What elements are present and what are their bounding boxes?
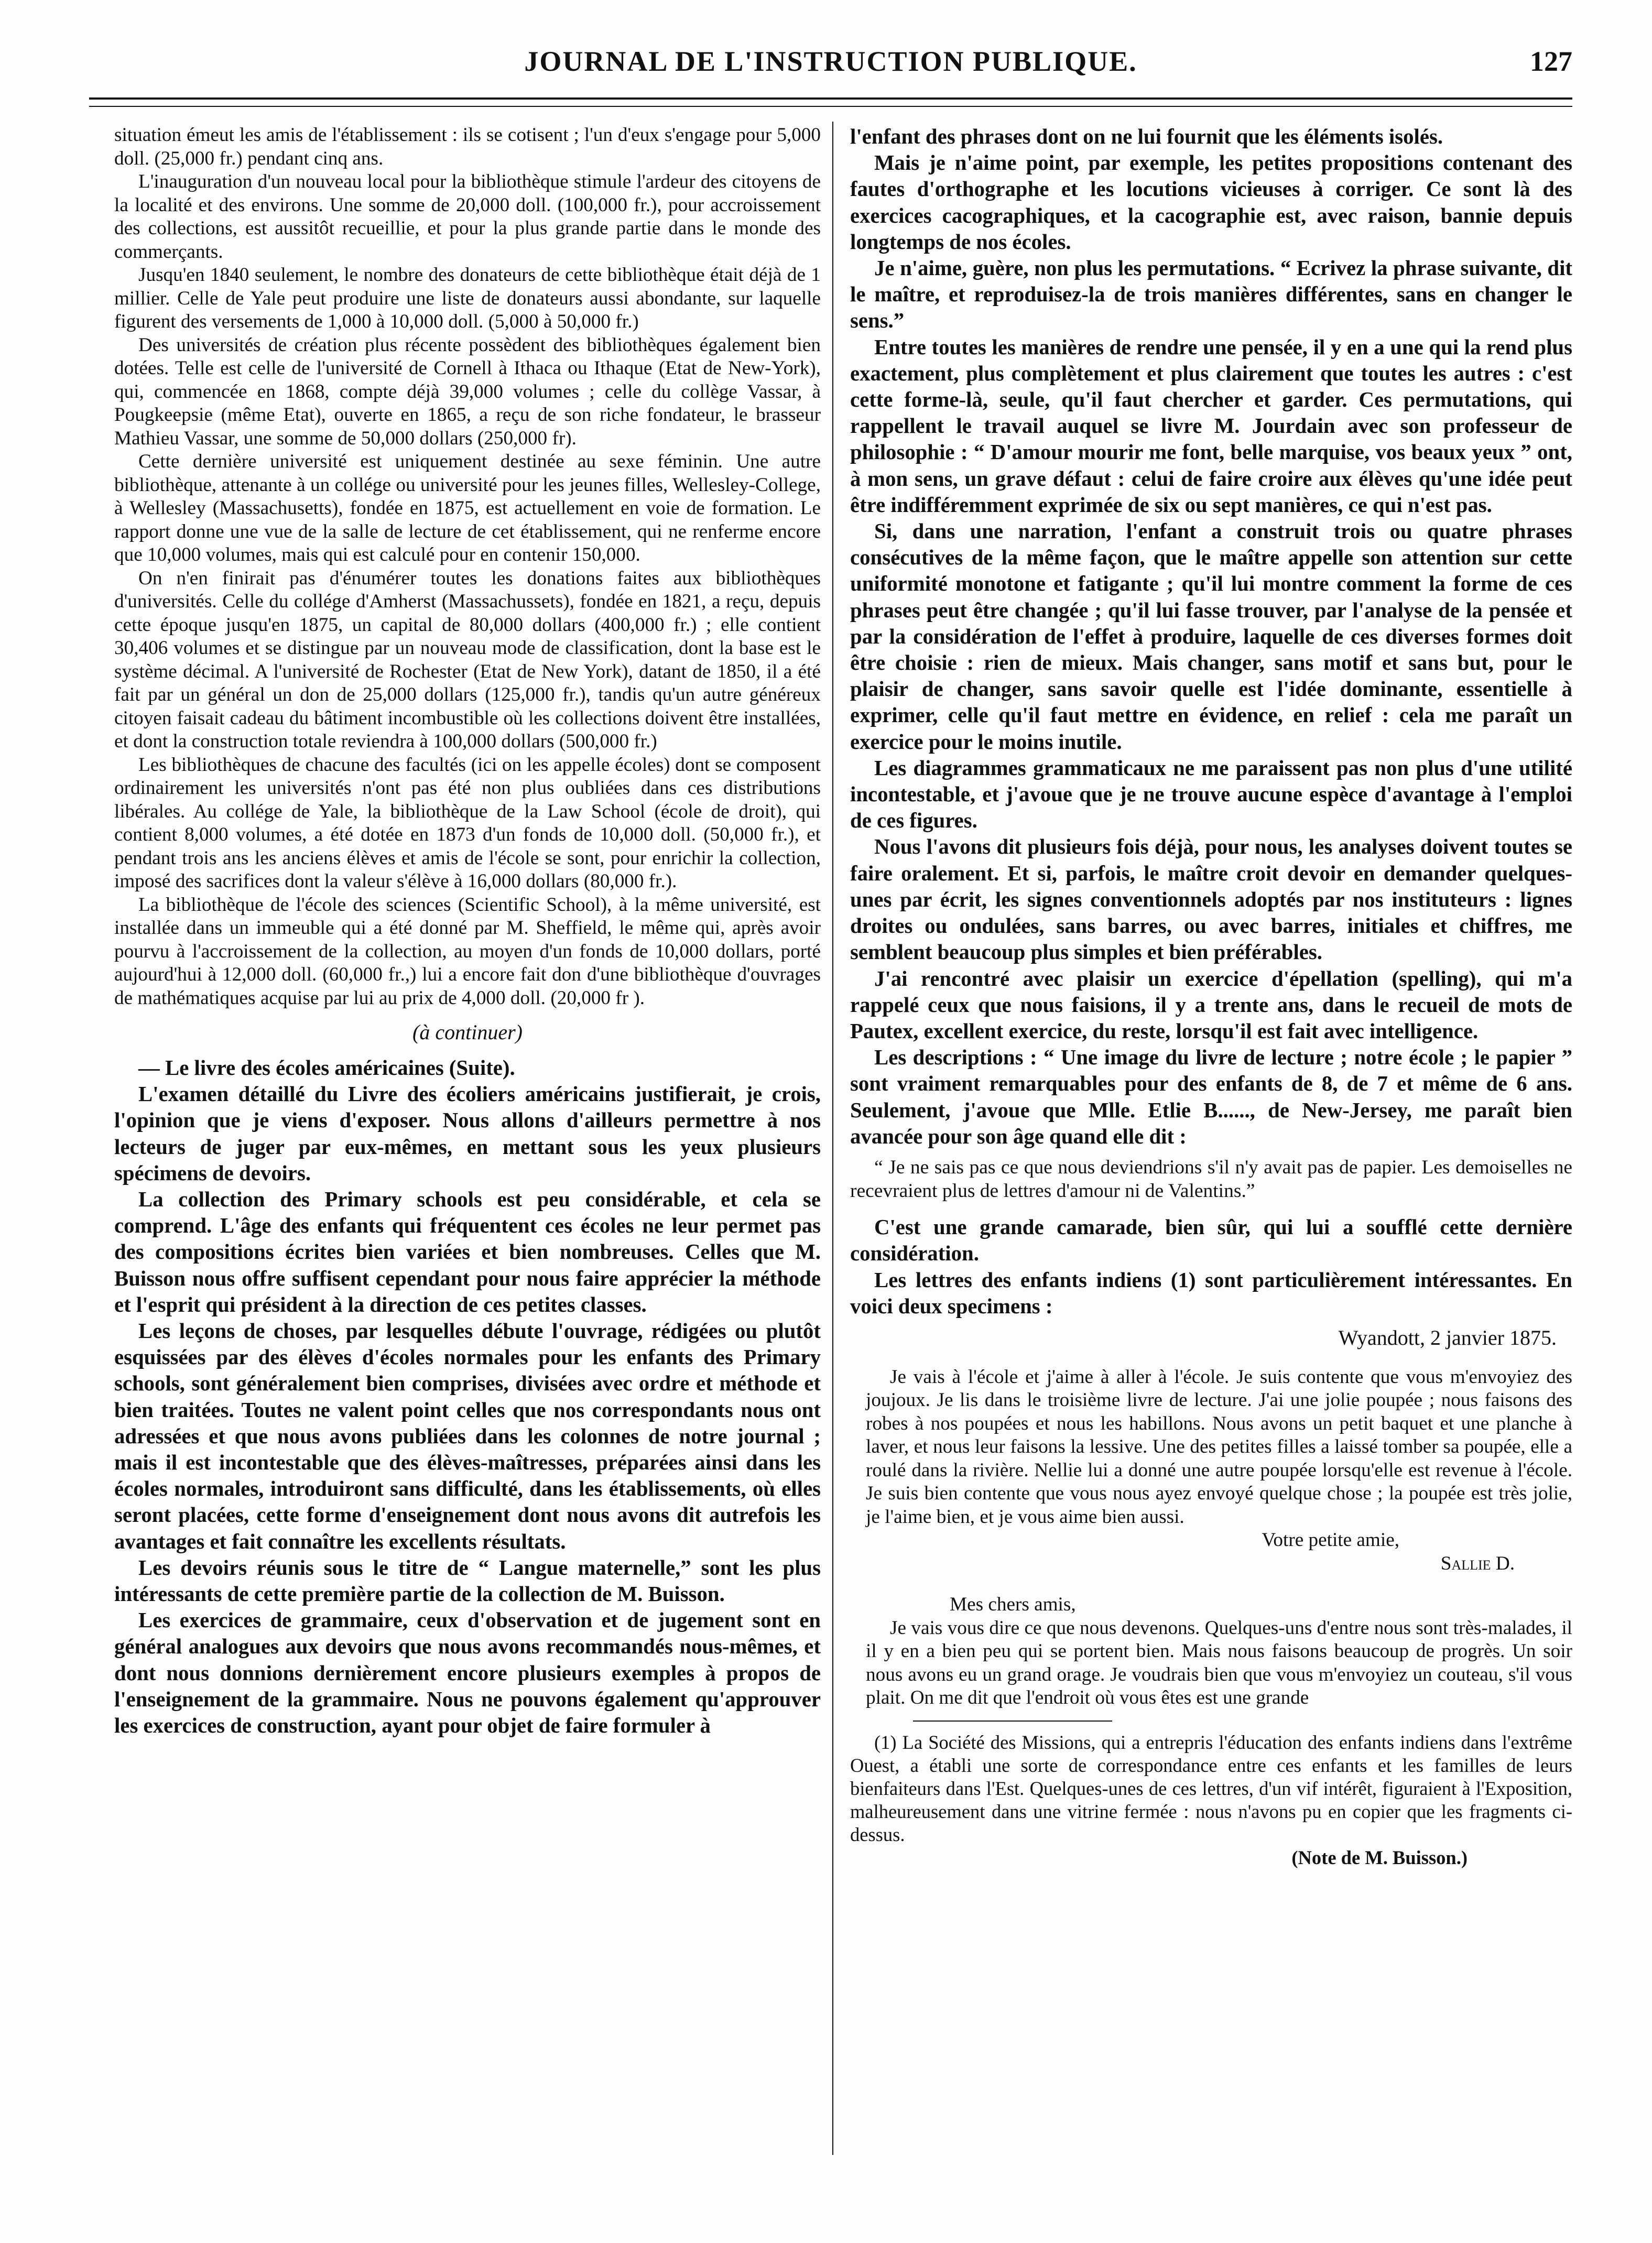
section-heading: — Le livre des écoles américaines (Suite).	[138, 1056, 515, 1080]
paragraph: J'ai rencontré avec plaisir un exercice d'épellation (spelling), qui m'a rappelé ceux que nous faisions, il y a trente ans, dans le recueil de mots de Pautex, excellent exercice, du reste, lorsqu'il est fait avec intelligence.	[850, 966, 1572, 1043]
paragraph: Les devoirs réunis sous le titre de “ Langue maternelle,” sont les plus intéressants de cette première partie de la collection de M. Buisson.	[114, 1555, 821, 1606]
paragraph: Nous l'avons dit plusieurs fois déjà, pour nous, les analyses doivent toutes se faire oralement. Et si, parfois, le maître croit devoir en demander quelques-unes par écrit, les signes conventionnels adoptés par nos instituteurs : lignes droites ou ondulées, sans barres, ou avec barres, initiales et chiffres, me semblent beaucoup plus simples et bien préférables.	[850, 835, 1572, 964]
paragraph: L'inauguration d'un nouveau local pour la bibliothèque stimule l'ardeur des citoyens de la localité et des environs. Une somme de 20,000 doll. (100,000 fr.), pour accroissement des collections, est aussitôt recueillie, et pour la plus grande partie dans le monde des commerçants.	[114, 171, 821, 263]
paragraph: Des universités de création plus récente possèdent des bibliothèques également bien dotées. Telle est celle de l'université de Cornell à Ithaca ou Ithaque (Etat de New-York), qui, commencée en 1868, compte déjà 39,000 volumes ; celle du collège Vassar, à Pougkeepsie (même Etat), ouverte en 1865, a reçu de son riche fondateur, le brasseur Mathieu Vassar, une somme de 50,000 dollars (250,000 fr).	[114, 334, 821, 449]
paragraph: situation émeut les amis de l'établissement : ils se cotisent ; l'un d'eux s'engage pour 5,000 doll. (25,000 fr.) pendant cinq ans.	[114, 124, 821, 169]
paragraph: Les leçons de choses, par lesquelles débute l'ouvrage, rédigées ou plutôt esquissées par des élèves d'écoles normales pour les enfants des Primary schools, sont généralement bien comprises, divisées avec ordre et méthode et bien traitées. Toutes ne valent point celles que nos correspondants nous ont adressées et que nous avons publiées dans les colonnes de notre journal ; mais il est incontestable que des élèves-maîtresses, préparées ainsi dans les écoles normales, introduiront sans difficulté, dans les établissements, où elles seront placées, cette forme d'enseignement dont nous avons dit autrefois les avantages et fait connaître les excellents résultats.	[114, 1319, 821, 1553]
paragraph: Cette dernière université est uniquement destinée au sexe féminin. Une autre bibliothèque, attenante à un collége ou université pour les jeunes filles, Wellesley-College, à Wellesley (Massachusetts), fondée en 1875, est actuellement en voie de formation. Le rapport donne une vue de la salle de lecture de cet établissement, qui ne renferme encore que 10,000 volumes, mais qui est calculé pour en contenir 150,000.	[114, 451, 821, 565]
page-header	[89, 38, 1572, 90]
right-column	[850, 124, 1572, 2157]
paragraph: Les descriptions : “ Une image du livre de lecture ; notre école ; le papier ” sont vraiment remarquables pour des enfants de 8, de 7 et même de 6 ans. Seulement, j'avoue que Mlle. Etlie B......, de New-Jersey, me paraît bien avancée pour son âge quand elle dit :	[850, 1046, 1572, 1148]
paragraph: Les bibliothèques de chacune des facultés (ici on les appelle écoles) dont se composent ordinairement les universités n'ont pas été non plus oubliées dans ces distributions libérales. Au collége de Yale, la bibliothèque de la Law School (école de droit), qui contient 8,000 volumes, a été dotée en 1873 d'un fonds de 10,000 doll. (50,000 fr.), et pendant trois ans les anciens élèves et amis de l'école se sont, pour enrichir la collection, imposé des sacrifices dont la valeur s'élève à 16,000 dollars (80,000 fr.).	[114, 754, 821, 892]
paragraph: La collection des Primary schools est peu considérable, et cela se comprend. L'âge des enfants qui fréquentent ces écoles ne leur permet pas des compositions écrites bien variées et bien nombreuses. Celles que M. Buisson nous offre suffisent cependant pour nous faire apprécier la méthode et l'esprit qui président à la direction de ces petites classes.	[114, 1188, 821, 1316]
paragraph: On n'en finirait pas d'énumérer toutes les donations faites aux bibliothèques d'universités. Celle du collége d'Amherst (Massachussets), fondée en 1821, a reçu, depuis cette époque jusqu'en 1875, un capital de 80,000 dollars (400,000 fr.) ; elle contient 30,406 volumes et se distingue par un nouveau mode de classification, dont la base est le système décimal. A l'université de Rochester (Etat de New York), datant de 1850, il a été fait par un général un don de 25,000 dollars (125,000 fr.), tandis qu'un autre généreux citoyen faisait cadeau du bâtiment incombustible où les collections doivent être installées, et dont la construction totale reviendra à 100,000 dollars (500,000 fr.)	[114, 567, 821, 752]
letter-date: Wyandott, 2 janvier 1875.	[1338, 1325, 1557, 1349]
footnote-attribution: (Note de M. Buisson.)	[1291, 1846, 1468, 1868]
paragraph: Les lettres des enfants indiens (1) sont particulièrement intéressantes. En voici deux specimens :	[850, 1268, 1572, 1318]
paragraph: Je n'aime, guère, non plus les permutations. “ Ecrivez la phrase suivante, dit le maître, et reproduisez-la de trois manières différentes, sans en changer le sens.”	[850, 256, 1572, 333]
paragraph: Les diagrammes grammaticaux ne me paraissent pas non plus d'une utilité incontestable, et j'avoue que je ne trouve aucune espèce d'avantage à l'emploi de ces figures.	[850, 756, 1572, 833]
quotation: “ Je ne sais pas ce que nous deviendrions s'il n'y avait pas de papier. Les demoiselles ne recevraient plus de lettres d'amour ni de Valentins.”	[850, 1156, 1572, 1202]
header-rule-thick	[89, 97, 1572, 100]
footnote: (1) La Société des Missions, qui a entrepris l'éducation des enfants indiens dans l'extrême Ouest, a établi une sorte de correspondance entre ces enfants et les familles de leurs bienfaiteurs dans l'Est. Quelques-unes de ces lettres, d'un vif intérêt, figuraient à l'Exposition, malheureusement dans une vitrine fermée : nous n'avons pu en copier que les fragments ci-dessus.	[850, 1731, 1572, 1845]
paragraph: Jusqu'en 1840 seulement, le nombre des donateurs de cette bibliothèque était déjà de 1 millier. Celle de Yale peut produire une liste de donateurs aussi abondante, sur laquelle figurent des versements de 1,000 à 10,000 doll. (5,000 à 50,000 fr.)	[114, 264, 821, 332]
column-divider	[832, 122, 833, 2155]
paragraph: C'est une grande camarade, bien sûr, qui lui a soufflé cette dernière considération.	[850, 1215, 1572, 1266]
letter-signature: Sallie D.	[1440, 1552, 1515, 1574]
paragraph: Mais je n'aime point, par exemple, les petites propositions contenant des fautes d'orthographe et les locutions vicieuses à corriger. Ce sont là des exercices cacographiques, et la cacographie est, avec raison, bannie depuis longtemps de nos écoles.	[850, 151, 1572, 254]
paragraph: L'examen détaillé du Livre des écoliers américains justifierait, je crois, l'opinion que je viens d'exposer. Nous allons d'ailleurs permettre à nos lecteurs de juger par eux-mêmes, en mettant sous les yeux plusieurs spécimens de devoirs.	[114, 1082, 821, 1185]
footnote-rule	[913, 1721, 1112, 1722]
paragraph: Les exercices de grammaire, ceux d'observation et de jugement sont en général analogues aux devoirs que nous avons recommandés nous-mêmes, et dont nous donnions dernièrement encore plusieurs exemples à propos de l'enseignement de la grammaire. Nous ne pouvons également qu'approuver les exercices de construction, ayant pour objet de faire formuler à	[114, 1608, 821, 1738]
paragraph: l'enfant des phrases dont on ne lui fournit que les éléments isolés.	[850, 125, 1443, 148]
page-number: 127	[1530, 46, 1572, 77]
left-column	[114, 124, 821, 2157]
continuation-note: (à continuer)	[412, 1020, 523, 1044]
paragraph: Si, dans une narration, l'enfant a construit trois ou quatre phrases consécutives de la même façon, que le maître appelle son attention sur cette uniformité monotone et fatigante ; qu'il lui montre comment la forme de ces phrases peut être changée ; qu'il lui fasse trouver, par l'analyse de la pensée et par la considération de l'effet à produire, laquelle de ces diverses formes doit être choisie : rien de mieux. Mais changer, sans motif et sans but, pour le plaisir de changer, sans savoir quelle est l'idée dominante, essentielle à exprimer, celle qu'il faut mettre en évidence, en relief : cela me paraît un exercice pour le moins inutile.	[850, 519, 1572, 754]
letter-closing: Votre petite amie,	[1262, 1529, 1399, 1551]
paragraph: La bibliothèque de l'école des sciences (Scientific School), à la même université, est installée dans un immeuble qui a été donné par M. Sheffield, le même qui, après avoir pourvu à l'accroissement de la collection, au moyen d'un fonds de 10,000 dollars, porté aujourd'hui à 12,000 doll. (60,000 fr.,) lui a encore fait don d'une bibliothèque d'ouvrages de mathématiques acquise par lui au prix de 4,000 doll. (20,000 fr ).	[114, 894, 821, 1009]
letter-body: Je vais à l'école et j'aime à aller à l'école. Je suis contente que vous m'envoyiez des joujoux. Je lis dans le troisième livre de lecture. J'ai une jolie poupée ; nous faisons des robes à nos poupées et nous les habillons. Nous avons un petit baquet et une planche à laver, et nous leur faisons la lessive. Une des petites filles a laissé tomber sa poupée, elle a roulé dans la rivière. Nellie lui a donné une autre poupée lorsqu'elle est revenue à l'école. Je suis bien contente que vous nous ayez envoyé quelque chose ; la poupée est très jolie, je l'aime bien, et je vous aime bien aussi.	[866, 1366, 1572, 1528]
header-rule-thin	[89, 106, 1572, 107]
letter-body: Je vais vous dire ce que nous devenons. Quelques-uns d'entre nous sont très-malades, il il y en a bien peu qui se portent bien. Mais nous faisons beaucoup de progrès. Un soir nous avons eu un grand orage. Je voudrais bien que vous m'envoyiez un couteau, s'il vous plait. On me dit que l'endroit où vous êtes est une grande	[866, 1617, 1572, 1709]
paragraph: Entre toutes les manières de rendre une pensée, il y en a une qui la rend plus exactement, plus complètement et plus clairement que toutes les autres : c'est cette forme-là, seule, qu'il faut chercher et garder. Ces permutations, qui rappellent le travail auquel se livre M. Jourdain avec son professeur de philosophie : “ D'amour mourir me font, belle marquise, vos beaux yeux ” ont, à mon sens, un grave défaut : celui de faire croire aux élèves qu'une idée peut être indifféremment exprimée de six ou sept manières, ce qui n'est pas.	[850, 335, 1572, 517]
letter-salutation: Mes chers amis,	[950, 1594, 1076, 1616]
journal-title: JOURNAL DE L'INSTRUCTION PUBLIQUE.	[524, 46, 1137, 77]
